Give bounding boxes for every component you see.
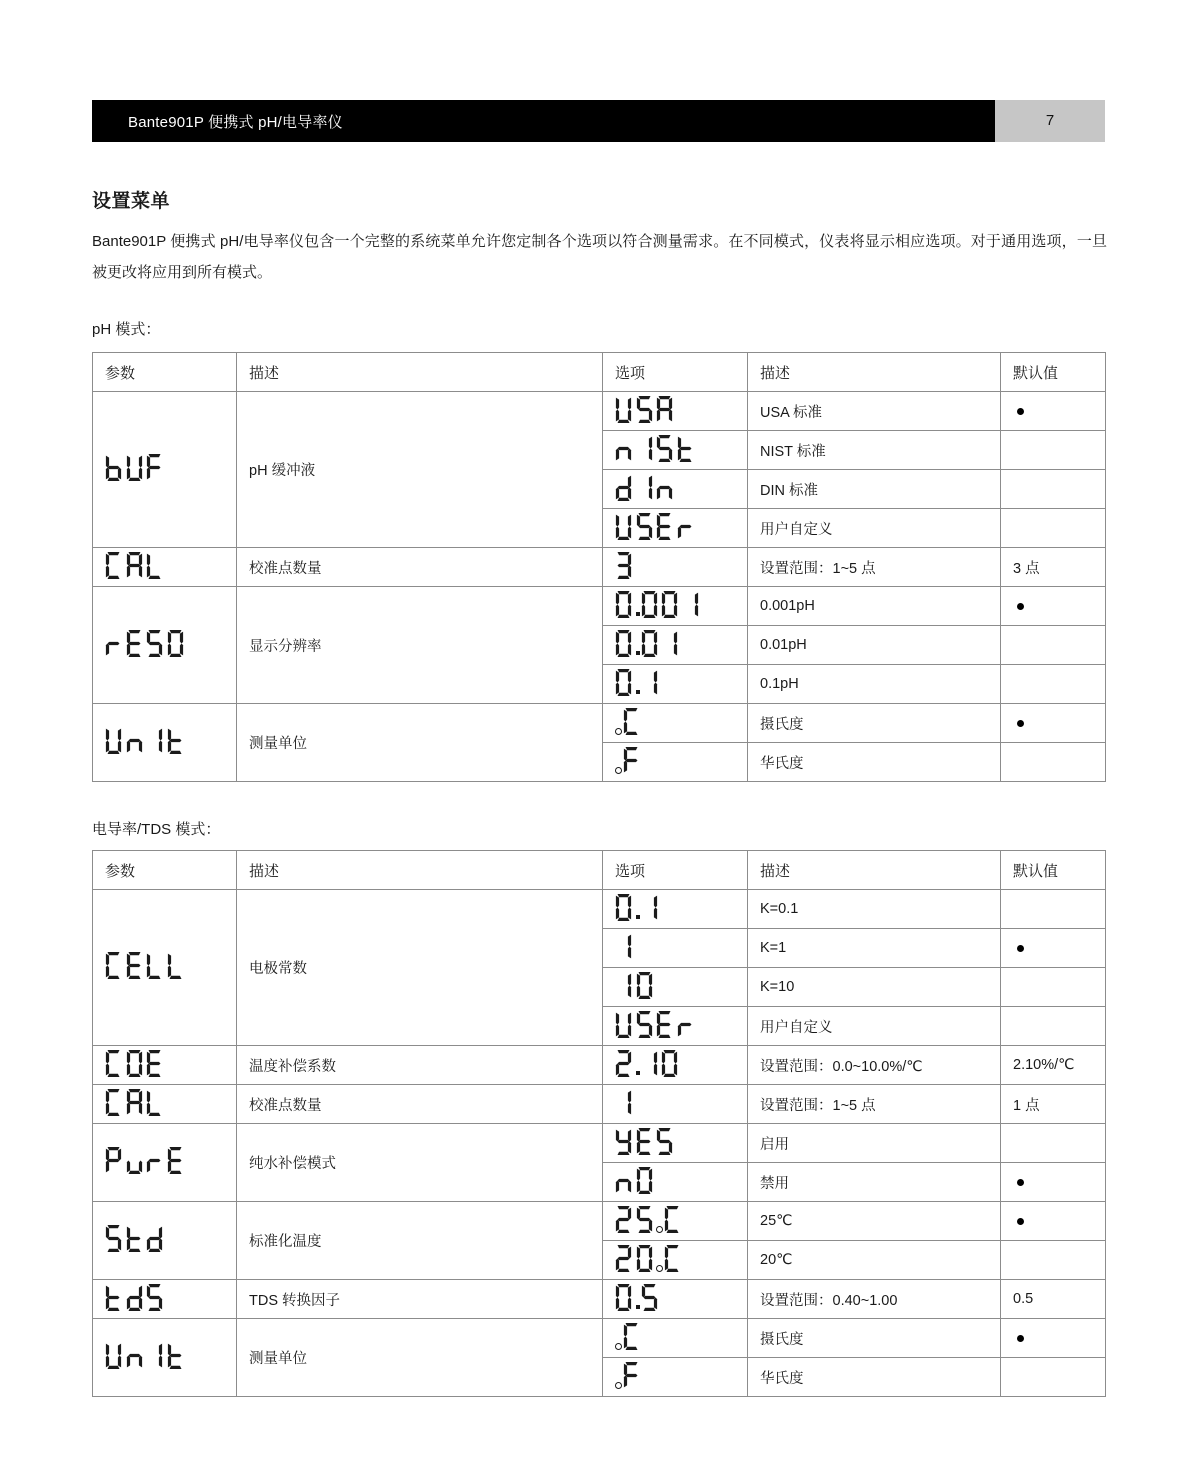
table-row — [93, 587, 1106, 626]
lcd-code — [615, 747, 644, 774]
cell-parameter-description: 电极常数 — [237, 890, 603, 1046]
default-marker-dot — [1017, 408, 1024, 415]
default-marker-dot — [1017, 1218, 1024, 1225]
table-row — [93, 704, 1106, 743]
cell-option-code — [603, 470, 748, 509]
cell-option-code — [603, 1358, 748, 1397]
lcd-code — [615, 1206, 685, 1233]
cell-option-code — [603, 1085, 748, 1124]
lcd-code — [615, 1050, 682, 1077]
cell-option-description: 0.001pH — [748, 587, 1001, 626]
cell-option-code — [603, 1007, 748, 1046]
cell-default-value — [1001, 1319, 1106, 1358]
cell-option-description: 华氏度 — [748, 1358, 1001, 1397]
lcd-code — [105, 1050, 167, 1077]
default-marker-dot — [1017, 603, 1024, 610]
cell-option-code — [603, 431, 748, 470]
lcd-code — [105, 727, 187, 754]
default-marker-dot — [1017, 1179, 1024, 1186]
default-marker-dot — [1017, 720, 1024, 727]
lcd-code — [615, 1245, 685, 1272]
th-description: 描述 — [237, 353, 603, 392]
cell-option-description: 摄氏度 — [748, 704, 1001, 743]
cell-option-description: 华氏度 — [748, 743, 1001, 782]
table-header-row — [93, 851, 1106, 890]
cell-default-value — [1001, 890, 1106, 929]
cell-default-value — [1001, 626, 1106, 665]
cell-default-value: 3 点 — [1001, 548, 1106, 587]
cell-option-description: 设置范围：0.0~10.0%/℃ — [748, 1046, 1001, 1085]
cell-option-code — [603, 1046, 748, 1085]
cell-parameter-reso — [93, 587, 237, 704]
ec-mode-label: 电导率/TDS 模式： — [92, 821, 221, 838]
lcd-code — [615, 630, 682, 657]
lcd-code — [615, 591, 702, 618]
cell-option-code — [603, 1202, 748, 1241]
table-row — [93, 890, 1106, 929]
cell-default-value — [1001, 968, 1106, 1007]
cell-parameter-description: 纯水补偿模式 — [237, 1124, 603, 1202]
cell-option-code — [603, 392, 748, 431]
cell-option-description: 0.1pH — [748, 665, 1001, 704]
lcd-code — [105, 454, 167, 481]
th-option-description: 描述 — [748, 353, 1001, 392]
cell-parameter-std — [93, 1202, 237, 1280]
table-row — [93, 1202, 1106, 1241]
cell-option-description: K=1 — [748, 929, 1001, 968]
cell-option-code — [603, 1124, 748, 1163]
cell-option-description: K=10 — [748, 968, 1001, 1007]
lcd-code — [615, 669, 661, 696]
cell-parameter-cell — [93, 890, 237, 1046]
lcd-code — [615, 474, 677, 501]
cell-option-code — [603, 665, 748, 704]
cell-parameter-description: 温度补偿系数 — [237, 1046, 603, 1085]
lcd-code — [615, 894, 661, 921]
cell-option-code — [603, 509, 748, 548]
cell-parameter-pure — [93, 1124, 237, 1202]
cell-default-value — [1001, 1241, 1106, 1280]
lcd-code — [615, 1089, 636, 1116]
cell-parameter-unit — [93, 1319, 237, 1397]
cell-default-value — [1001, 929, 1106, 968]
lcd-code — [615, 1362, 644, 1389]
cell-option-description: K=0.1 — [748, 890, 1001, 929]
cell-default-value — [1001, 743, 1106, 782]
table-row — [93, 1280, 1106, 1319]
default-marker-dot — [1017, 1335, 1024, 1342]
th-description: 描述 — [237, 851, 603, 890]
cell-default-value — [1001, 665, 1106, 704]
cell-option-description: USA 标准 — [748, 392, 1001, 431]
lcd-code — [105, 1284, 167, 1311]
cell-default-value — [1001, 392, 1106, 431]
cell-option-code — [603, 968, 748, 1007]
cell-default-value — [1001, 509, 1106, 548]
ph-table-body — [93, 392, 1106, 782]
cell-parameter-cal — [93, 548, 237, 587]
table-row — [93, 1085, 1106, 1124]
cell-parameter-cal — [93, 1085, 237, 1124]
cell-option-code — [603, 1319, 748, 1358]
cell-option-code — [603, 743, 748, 782]
th-option-description: 描述 — [748, 851, 1001, 890]
lcd-code — [615, 708, 644, 735]
table-row — [93, 1046, 1106, 1085]
cell-parameter-unit — [93, 704, 237, 782]
lcd-code — [615, 1284, 661, 1311]
lcd-code — [615, 1011, 697, 1038]
lcd-code — [615, 1128, 677, 1155]
table-row — [93, 1319, 1106, 1358]
cell-option-description: DIN 标准 — [748, 470, 1001, 509]
table-header-row — [93, 353, 1106, 392]
th-parameter: 参数 — [93, 851, 237, 890]
ec-tds-mode-table — [92, 850, 1106, 1397]
cell-default-value — [1001, 1163, 1106, 1202]
cell-option-code — [603, 704, 748, 743]
table-row — [93, 1124, 1106, 1163]
cell-default-value — [1001, 1358, 1106, 1397]
lcd-code — [615, 1323, 644, 1350]
cell-option-code — [603, 1241, 748, 1280]
cell-parameter-description: 校准点数量 — [237, 548, 603, 587]
ph-mode-label: pH 模式： — [92, 321, 161, 338]
lcd-code — [615, 513, 697, 540]
cell-parameter-description: 测量单位 — [237, 1319, 603, 1397]
section-paragraph: Bante901P 便携式 pH/电导率仪包含一个完整的系统菜单允许您定制各个选项以符合测量需求。在不同模式，仪表将显示相应选项。对于通用选项，一旦被更改将应用到所有模式。 — [92, 233, 1107, 281]
lcd-code — [615, 435, 697, 462]
cell-parameter-description: 校准点数量 — [237, 1085, 603, 1124]
lcd-code — [105, 630, 187, 657]
cell-default-value: 1 点 — [1001, 1085, 1106, 1124]
running-header — [92, 100, 1105, 142]
section-heading: 设置菜单 — [92, 191, 171, 212]
th-parameter: 参数 — [93, 353, 237, 392]
cell-option-description: 设置范围：1~5 点 — [748, 1085, 1001, 1124]
cell-option-code — [603, 1280, 748, 1319]
header-title: Bante901P 便携式 pH/电导率仪 — [128, 114, 343, 131]
lcd-code — [105, 1225, 167, 1252]
cell-option-code — [603, 548, 748, 587]
lcd-code — [105, 1089, 167, 1116]
cell-default-value — [1001, 431, 1106, 470]
lcd-code — [105, 1147, 187, 1174]
th-default: 默认值 — [1001, 851, 1106, 890]
th-option: 选项 — [603, 353, 748, 392]
cell-option-description: 摄氏度 — [748, 1319, 1001, 1358]
lcd-code — [615, 972, 656, 999]
cell-default-value: 0.5 — [1001, 1280, 1106, 1319]
lcd-code — [105, 952, 187, 979]
ph-mode-table — [92, 352, 1106, 782]
cell-option-code — [603, 929, 748, 968]
cell-option-code — [603, 626, 748, 665]
cell-option-description: 20℃ — [748, 1241, 1001, 1280]
cell-default-value — [1001, 704, 1106, 743]
cell-parameter-description: 标准化温度 — [237, 1202, 603, 1280]
cell-parameter-description: 测量单位 — [237, 704, 603, 782]
lcd-code — [615, 933, 636, 960]
cell-option-description: 用户自定义 — [748, 1007, 1001, 1046]
lcd-code — [105, 552, 167, 579]
cell-option-description: 0.01pH — [748, 626, 1001, 665]
cell-parameter-description: pH 缓冲液 — [237, 392, 603, 548]
cell-default-value — [1001, 587, 1106, 626]
cell-default-value — [1001, 470, 1106, 509]
cell-option-description: 用户自定义 — [748, 509, 1001, 548]
cell-default-value — [1001, 1124, 1106, 1163]
cell-parameter-tds — [93, 1280, 237, 1319]
cell-default-value — [1001, 1007, 1106, 1046]
lcd-code — [105, 1342, 187, 1369]
lcd-code — [615, 552, 636, 579]
cell-parameter-coe — [93, 1046, 237, 1085]
cell-parameter-description: TDS 转换因子 — [237, 1280, 603, 1319]
table-row — [93, 548, 1106, 587]
cell-default-value: 2.10%/℃ — [1001, 1046, 1106, 1085]
ec-table-body — [93, 890, 1106, 1397]
lcd-code — [615, 396, 677, 423]
cell-option-description: NIST 标准 — [748, 431, 1001, 470]
page-number-box — [995, 100, 1105, 142]
cell-option-code — [603, 890, 748, 929]
cell-option-code — [603, 587, 748, 626]
cell-option-code — [603, 1163, 748, 1202]
cell-parameter-buf — [93, 392, 237, 548]
cell-option-description: 启用 — [748, 1124, 1001, 1163]
cell-option-description: 25℃ — [748, 1202, 1001, 1241]
cell-option-description: 禁用 — [748, 1163, 1001, 1202]
th-default: 默认值 — [1001, 353, 1106, 392]
cell-option-description: 设置范围：0.40~1.00 — [748, 1280, 1001, 1319]
th-option: 选项 — [603, 851, 748, 890]
cell-default-value — [1001, 1202, 1106, 1241]
cell-parameter-description: 显示分辨率 — [237, 587, 603, 704]
cell-option-description: 设置范围：1~5 点 — [748, 548, 1001, 587]
lcd-code — [615, 1167, 656, 1194]
default-marker-dot — [1017, 945, 1024, 952]
table-row — [93, 392, 1106, 431]
page-number: 7 — [1045, 112, 1055, 129]
